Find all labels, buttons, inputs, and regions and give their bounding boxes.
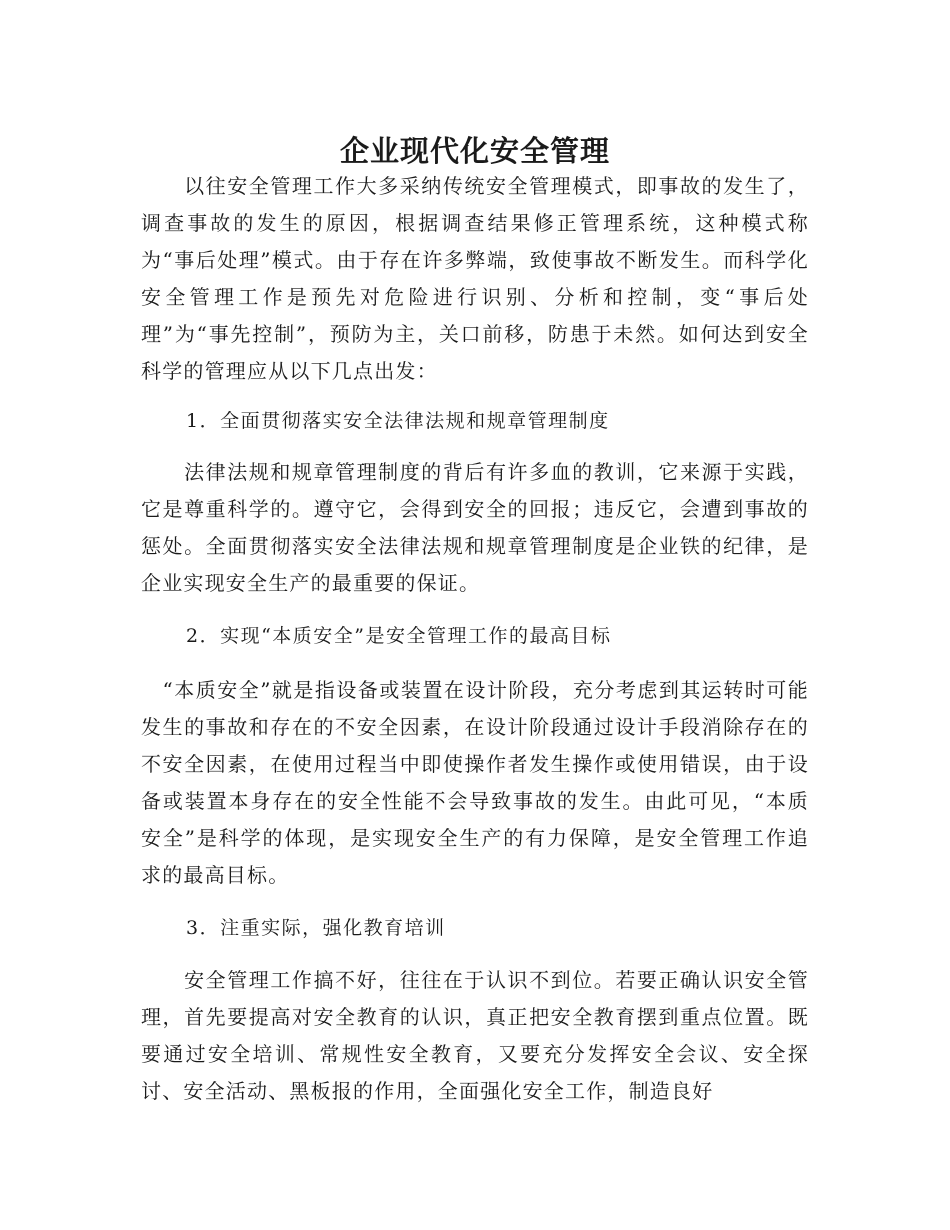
section-heading-1: 1．全面贯彻落实安全法律法规和规章管理制度	[186, 410, 610, 432]
section-paragraph-3: 安全管理工作搞不好，往往在于认识不到位。若要正确认识安全管理，首先要提高对安全教育的认识，真正把安全教育摆到重点位置。既要通过安全培训、常规性安全教育，又要充分发挥安全会议、安全探讨、安全活动、黑板报的作用，全面强化安全工作，制造良好	[141, 968, 809, 1103]
section-heading-3: 3．注重实际，强化教育培训	[186, 917, 446, 939]
intro-paragraph: 以往安全管理工作大多采纳传统安全管理模式，即事故的发生了，调查事故的发生的原因，根据调查结果修正管理系统，这种模式称为“事后处理”模式。由于存在许多弊端，致使事故不断发生。而科学化安全管理工作是预先对危险进行识别、分析和控制，变“事后处理”为“事先控制”，预防为主，关口前移，防患于未然。如何达到安全科学的管理应从以下几点出发：	[141, 174, 809, 383]
document-title: 企业现代化安全管理	[339, 134, 610, 169]
section-heading-2: 2．实现“本质安全”是安全管理工作的最高目标	[186, 625, 612, 647]
section-paragraph-1: 法律法规和规章管理制度的背后有许多血的教训，它来源于实践，它是尊重科学的。遵守它，会得到安全的回报；违反它，会遭到事故的惩处。全面贯彻落实安全法律法规和规章管理制度是企业铁的纪律，是企业实现安全生产的最重要的保证。	[141, 460, 809, 595]
section-paragraph-2: “本质安全”就是指设备或装置在设计阶段，充分考虑到其运转时可能发生的事故和存在的不安全因素，在设计阶段通过设计手段消除存在的不安全因素，在使用过程当中即使操作者发生操作或使用错误，由于设备或装置本身存在的安全性能不会导致事故的发生。由此可见，“本质安全”是科学的体现，是实现安全生产的有力保障，是安全管理工作追求的最高目标。	[141, 678, 809, 887]
